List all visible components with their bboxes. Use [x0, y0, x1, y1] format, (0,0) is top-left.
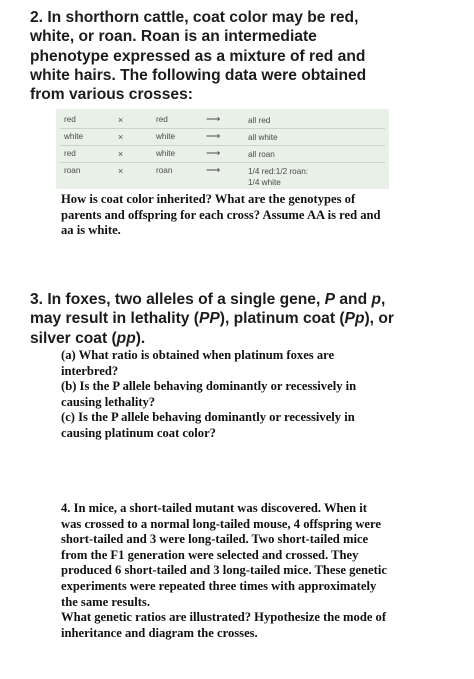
question-line: inheritance and diagram the crosses. [61, 625, 258, 640]
question-line: short-tailed and 3 were long-tailed. Two short-tailed mice [61, 532, 369, 547]
result-line: 1/4 white [248, 178, 281, 187]
genotype-symbol: Pp [344, 310, 365, 328]
parent-1: red [64, 115, 76, 124]
parent-1: roan [64, 166, 81, 175]
question-line: experiments were repeated three times with approximately [61, 578, 377, 593]
heading-line [30, 290, 394, 309]
heading-line [30, 329, 394, 348]
parent-1: red [64, 149, 76, 158]
offspring-result [248, 166, 308, 188]
cross-symbol: × [118, 132, 124, 142]
row-divider [60, 162, 385, 163]
row-divider [60, 145, 385, 146]
offspring-result: all white [248, 133, 278, 142]
heading-line [30, 309, 394, 328]
heading-line: white hairs. The following data were obtained [30, 66, 367, 84]
parent-2: roan [156, 166, 173, 175]
allele-symbol: p [371, 291, 381, 308]
cross-symbol: × [118, 115, 124, 125]
heading-text: ). [135, 329, 146, 347]
prompt-line: How is coat color inherited? What are the genotypes of [61, 192, 356, 206]
genotype-symbol: PP [198, 310, 220, 328]
heading-text: ), platinum coat ( [219, 310, 345, 328]
part-line: causing lethality? [61, 394, 156, 409]
allele-symbol: P [324, 291, 336, 308]
arrow-icon: ⟶ [206, 114, 221, 125]
arrow-icon: ⟶ [206, 148, 221, 159]
row-divider [60, 128, 385, 129]
question-line: 4. In mice, a short-tailed mutant was discovered. When it [61, 501, 367, 515]
heading-text: and [335, 291, 372, 308]
part-line: (b) Is the P allele behaving dominantly or recessively in [61, 379, 357, 394]
question-3-heading [30, 290, 394, 348]
question-2-heading [30, 8, 366, 104]
parent-2: white [156, 149, 176, 158]
arrow-icon: ⟶ [206, 131, 221, 142]
question-line: produced 6 short-tailed and 3 long-tailed mice. These genetic [61, 563, 387, 578]
question-line: was crossed to a normal long-tailed mouse, 4 offspring were [61, 516, 381, 531]
part-line: (a) What ratio is obtained when platinum foxes are [61, 348, 335, 362]
heading-line: phenotype expressed as a mixture of red and [30, 47, 366, 65]
heading-text: may result in lethality ( [30, 310, 199, 328]
cross-symbol: × [118, 166, 124, 176]
result-line: 1/4 red:1/2 roan: [248, 167, 309, 176]
offspring-result: all roan [248, 150, 275, 159]
heading-line: 2. In shorthorn cattle, coat color may be red, [30, 9, 359, 26]
heading-line: from various crosses: [30, 86, 193, 104]
prompt-line: parents and offspring for each cross? Assume AA is red and [61, 207, 381, 222]
part-line: (c) Is the P allele behaving dominantly or recessively in [61, 410, 355, 425]
cross-table [56, 109, 389, 189]
prompt-line: aa is white. [61, 223, 121, 238]
genotype-symbol: pp [116, 329, 136, 347]
part-line: causing platinum coat color? [61, 425, 216, 440]
question-2-prompt [61, 192, 381, 239]
part-line: interbred? [61, 363, 119, 378]
cross-symbol: × [118, 149, 124, 159]
heading-text: , [380, 291, 386, 308]
arrow-icon: ⟶ [206, 165, 221, 176]
parent-1: white [64, 132, 84, 141]
parent-2: white [156, 132, 176, 141]
parent-2: red [156, 115, 168, 124]
question-line: from the F1 generation were selected and crossed. They [61, 547, 359, 562]
heading-line: white, or roan. Roan is an intermediate [30, 28, 317, 46]
question-3-parts [61, 348, 356, 442]
offspring-result: all red [248, 116, 271, 125]
question-line: What genetic ratios are illustrated? Hypothesize the mode of [61, 610, 387, 625]
question-line: the same results. [61, 594, 150, 609]
heading-text: ), or [364, 310, 394, 328]
heading-text: silver coat ( [30, 329, 117, 347]
question-4 [61, 501, 387, 641]
heading-text: 3. In foxes, two alleles of a single gene, [30, 291, 325, 308]
